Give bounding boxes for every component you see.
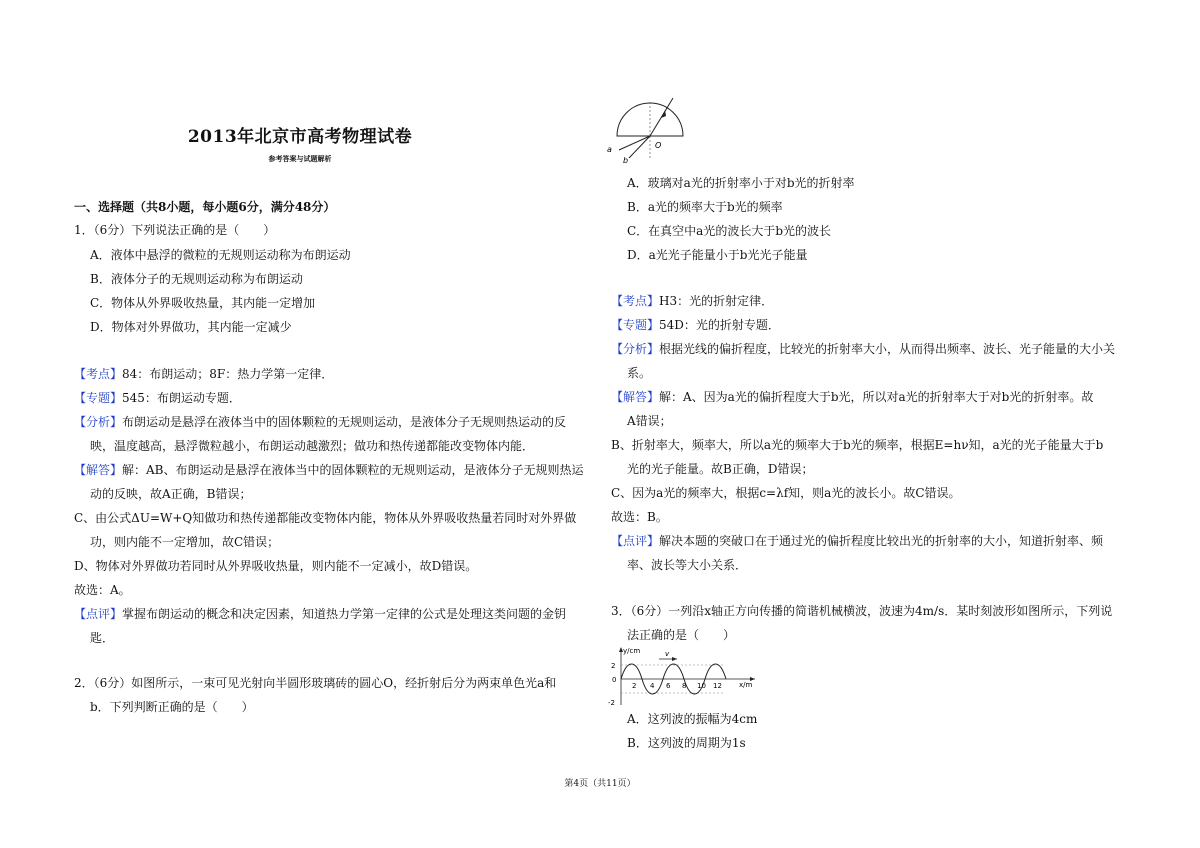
dianping-row bbox=[611, 533, 1103, 549]
fenxi-text-2: 系。 bbox=[627, 366, 652, 380]
x-axis-label: x/m bbox=[739, 681, 753, 689]
fenxi-row bbox=[74, 414, 566, 430]
refraction-figure bbox=[605, 96, 695, 166]
jieda-tag: 【解答】 bbox=[74, 463, 123, 477]
option-b: B．a光的频率大于b光的频率 bbox=[627, 200, 783, 214]
jieda-text-5: C、因为a光的频率大，根据c=λf知，则a光的波长小。故C错误。 bbox=[611, 486, 961, 500]
x-tick-6: 6 bbox=[666, 682, 671, 690]
jieda-text-2: 动的反映，故A正确，B错误； bbox=[90, 487, 252, 501]
kaodian-text: H3：光的折射定律． bbox=[659, 294, 774, 308]
question-stem: 1．（6分）下列说法正确的是（ ） bbox=[74, 223, 276, 237]
fenxi-text: 布朗运动是悬浮在液体当中的固体颗粒的无规则运动，是液体分子无规则热运动的反 bbox=[122, 415, 567, 429]
dianping-text: 掌握布朗运动的概念和决定因素，知道热力学第一定律的公式是处理这类问题的金钥 bbox=[122, 607, 567, 621]
zhuanti-row bbox=[74, 390, 241, 406]
question-stem: 3．（6分）一列沿x轴正方向传播的简谐机械横波，波速为4m/s．某时刻波形如图所示，下列说 bbox=[611, 604, 1113, 618]
x-tick-8: 8 bbox=[682, 682, 687, 690]
jieda-row bbox=[74, 462, 584, 478]
option-b: B．这列波的周期为1s bbox=[627, 736, 746, 750]
kaodian-row bbox=[74, 366, 333, 382]
velocity-label: v bbox=[665, 650, 670, 658]
jieda-text: 解：A、因为a光的偏折程度大于b光，所以对a光的折射率大于对b光的折射率。故 bbox=[659, 390, 1094, 404]
section-heading: 一、选择题（共8小题，每小题6分，满分48分） bbox=[74, 200, 336, 214]
question-stem-2: b．下列判断正确的是（ ） bbox=[90, 700, 254, 714]
jieda-text-3: C、由公式ΔU=W+Q知做功和热传递都能改变物体内能，物体从外界吸收热量若同时对外界做 bbox=[74, 511, 577, 525]
option-c: C．物体从外界吸收热量，其内能一定增加 bbox=[90, 296, 316, 310]
y-tick-neg2: -2 bbox=[608, 699, 615, 707]
answer: 故选：B。 bbox=[611, 510, 668, 524]
jieda-row bbox=[611, 389, 1093, 405]
option-a: A．液体中悬浮的微粒的无规则运动称为布朗运动 bbox=[90, 248, 351, 262]
ray-a bbox=[619, 136, 650, 150]
jieda-text-2: A错误； bbox=[627, 414, 672, 428]
zhuanti-tag: 【专题】 bbox=[74, 391, 123, 405]
jieda-text-4: 功，则内能不一定增加，故C错误； bbox=[90, 535, 280, 549]
dianping-tag: 【点评】 bbox=[74, 607, 123, 621]
dianping-tag: 【点评】 bbox=[611, 534, 660, 548]
option-c: C．在真空中a光的波长大于b光的波长 bbox=[627, 224, 832, 238]
kaodian-text: 84：布朗运动；8F：热力学第一定律． bbox=[122, 367, 334, 381]
y-tick-2: 2 bbox=[611, 662, 616, 670]
x-tick-10: 10 bbox=[697, 682, 706, 690]
wave-figure bbox=[607, 645, 762, 707]
jieda-text-3: B、折射率大，频率大，所以a光的频率大于b光的频率，根据E=hν知，a光的光子能量大于b bbox=[611, 438, 1104, 452]
option-a: A．玻璃对a光的折射率小于对b光的折射率 bbox=[627, 176, 855, 190]
page-title: 2013年北京市高考物理试卷 bbox=[187, 127, 413, 147]
zhuanti-text: 545：布朗运动专题． bbox=[122, 391, 241, 405]
dianping-text-2: 率、波长等大小关系． bbox=[627, 558, 748, 572]
question-stem: 2．（6分）如图所示，一束可见光射向半圆形玻璃砖的圆心O，经折射后分为两束单色光a和 bbox=[74, 676, 557, 690]
kaodian-row bbox=[611, 293, 773, 309]
ray-b bbox=[629, 136, 650, 158]
label-a: a bbox=[607, 145, 612, 154]
x-tick-4: 4 bbox=[650, 682, 655, 690]
fenxi-text-2: 映，温度越高，悬浮微粒越小，布朗运动越激烈；做功和热传递都能改变物体内能． bbox=[90, 439, 535, 453]
option-b: B．液体分子的无规则运动称为布朗运动 bbox=[90, 272, 303, 286]
kaodian-tag: 【考点】 bbox=[611, 294, 660, 308]
jieda-text-4: 光的光子能量。故B正确，D错误； bbox=[627, 462, 814, 476]
fenxi-text: 根据光线的偏折程度，比较光的折射率大小，从而得出频率、波长、光子能量的大小关 bbox=[659, 342, 1116, 356]
fenxi-tag: 【分析】 bbox=[74, 415, 123, 429]
dianping-text-2: 匙． bbox=[90, 631, 115, 645]
jieda-text: 解：AB、布朗运动是悬浮在液体当中的固体颗粒的无规则运动，是液体分子无规则热运 bbox=[122, 463, 584, 477]
page-footer: 第4页（共11页） bbox=[564, 779, 636, 789]
velocity-arrow-icon bbox=[672, 657, 677, 661]
zhuanti-tag: 【专题】 bbox=[611, 318, 660, 332]
zhuanti-text: 54D：光的折射专题． bbox=[659, 318, 780, 332]
zhuanti-row bbox=[611, 317, 780, 333]
y-tick-0: 0 bbox=[612, 676, 617, 684]
dianping-row bbox=[74, 606, 566, 622]
option-d: D．a光光子能量小于b光光子能量 bbox=[627, 248, 808, 262]
fenxi-tag: 【分析】 bbox=[611, 342, 660, 356]
kaodian-tag: 【考点】 bbox=[74, 367, 123, 381]
option-a: A．这列波的振幅为4cm bbox=[627, 712, 758, 726]
y-axis-label: y/cm bbox=[623, 647, 641, 655]
label-b: b bbox=[623, 156, 629, 165]
x-tick-2: 2 bbox=[632, 682, 637, 690]
page-subtitle: 参考答案与试题解析 bbox=[268, 154, 332, 163]
option-d: D．物体对外界做功，其内能一定减少 bbox=[90, 320, 292, 334]
fenxi-row bbox=[611, 341, 1115, 357]
label-o: O bbox=[655, 141, 662, 150]
jieda-tag: 【解答】 bbox=[611, 390, 660, 404]
jieda-text-5: D、物体对外界做功若同时从外界吸收热量，则内能不一定减小，故D错误。 bbox=[74, 559, 478, 573]
answer: 故选：A。 bbox=[74, 583, 131, 597]
question-stem-2: 法正确的是（ ） bbox=[627, 628, 736, 642]
x-tick-12: 12 bbox=[713, 682, 722, 690]
dianping-text: 解决本题的突破口在于通过光的偏折程度比较出光的折射率的大小，知道折射率、频 bbox=[659, 534, 1104, 548]
